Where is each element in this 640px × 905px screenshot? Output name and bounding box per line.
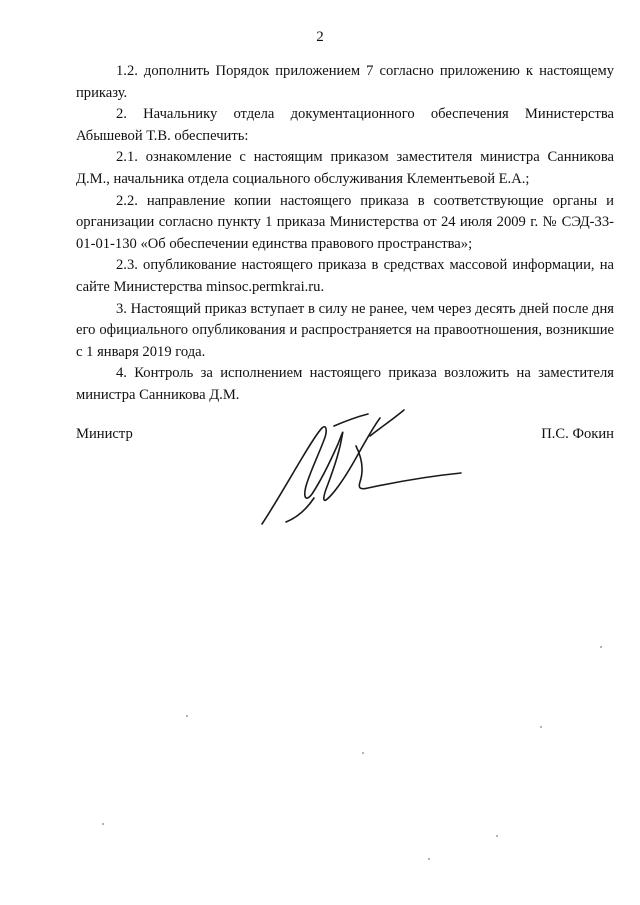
scan-speck [186, 715, 188, 717]
paragraph-2-2: 2.2. направление копии настоящего приказа в соответствующие органы и организации согласно пункту 1 приказа Министерства от 24 июля 2009 г. № СЭД-33-01-01-130 «Об обеспечении единства правового пространства»; [76, 192, 614, 252]
handwritten-signature [256, 406, 486, 536]
page-number: 2 [316, 29, 324, 45]
paragraph-4: 4. Контроль за исполнением настоящего приказа возложить на заместителя министра Санникова Д.М. [76, 365, 614, 403]
paragraph-2-1: 2.1. ознакомление с настоящим приказом заместителя министра Санникова Д.М., начальника отдела социального обслуживания Клементьевой Е.А.; [76, 149, 614, 187]
paragraph-2: 2. Начальнику отдела документационного обеспечения Министерства Абышевой Т.В. обеспечить: [76, 106, 614, 144]
scan-speck [496, 835, 498, 837]
signatory-title: Министр [76, 426, 133, 442]
scan-speck [428, 858, 430, 860]
scan-speck [362, 752, 364, 754]
scan-speck [600, 646, 602, 648]
scan-speck [102, 823, 104, 825]
document-body [76, 61, 614, 407]
paragraph-1-2: 1.2. дополнить Порядок приложением 7 согласно приложению к настоящему приказу. [76, 63, 614, 101]
signature-block [76, 426, 614, 556]
scan-speck [540, 726, 542, 728]
paragraph-2-3: 2.3. опубликование настоящего приказа в средствах массовой информации, на сайте Министерства minsoc.permkrai.ru. [76, 257, 614, 295]
paragraph-3: 3. Настоящий приказ вступает в силу не ранее, чем через десять дней после дня его официального опубликования и распространяется на правоотношения, возникшие с 1 января 2019 года. [76, 300, 614, 360]
signatory-name: П.С. Фокин [541, 426, 614, 442]
